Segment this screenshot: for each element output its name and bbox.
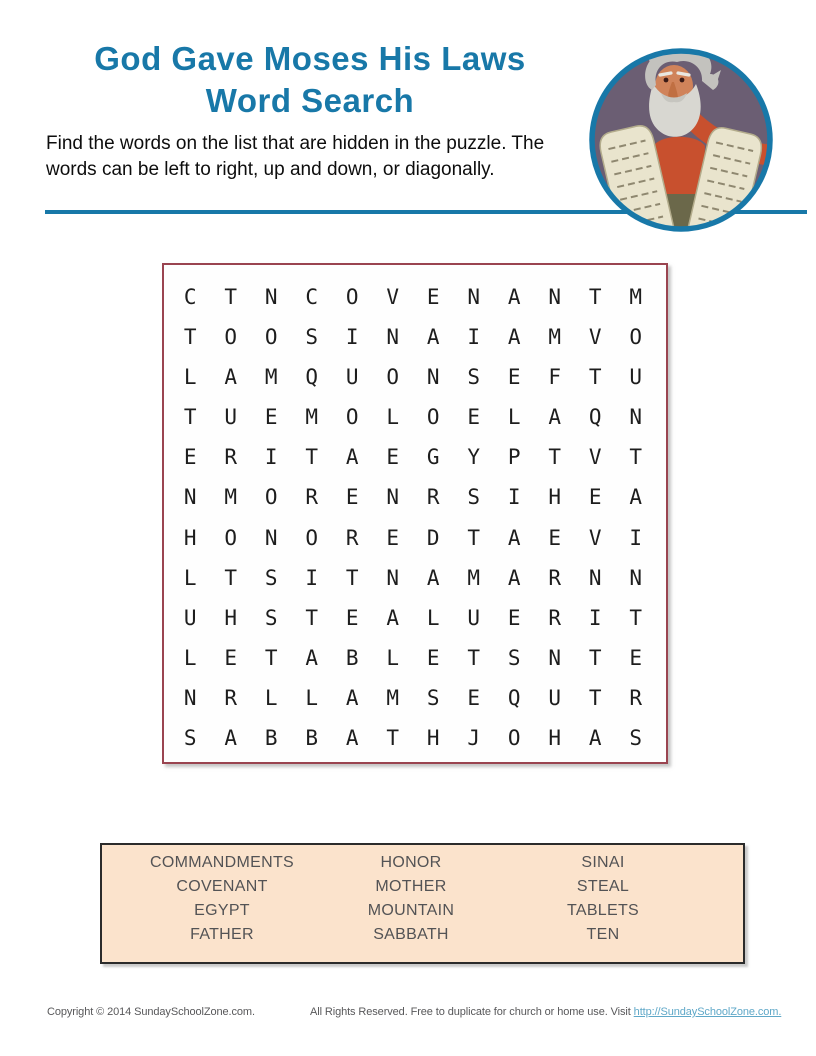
grid-cell: H [224, 605, 238, 630]
footer-rights [310, 1006, 810, 1018]
grid-cell: I [264, 445, 278, 470]
grid-cell: O [507, 725, 521, 750]
grid-cell: E [467, 405, 481, 430]
grid-cell: H [183, 525, 197, 550]
word-list-item: MOUNTAIN [367, 902, 455, 919]
grid-cell: U [224, 405, 238, 430]
grid-cell: O [264, 485, 278, 510]
grid-cell: O [224, 325, 238, 350]
grid-cell: F [548, 365, 562, 390]
grid-cell: N [264, 525, 278, 550]
grid-cell: L [386, 405, 400, 430]
grid-cell: T [264, 645, 278, 670]
grid-cell: A [345, 445, 359, 470]
grid-cell: J [467, 725, 481, 750]
word-list-item: COVENANT [176, 878, 268, 895]
grid-cell: I [305, 565, 319, 590]
grid-cell: O [345, 285, 359, 310]
grid-cell: T [467, 525, 481, 550]
grid-cell: S [264, 605, 278, 630]
grid-cell: H [548, 725, 562, 750]
grid-cell: R [426, 485, 440, 510]
grid-cell: M [629, 285, 643, 310]
grid-cell: G [426, 445, 440, 470]
page-title-line2: Word Search [205, 82, 415, 119]
grid-cell: E [183, 445, 197, 470]
grid-cell: N [386, 565, 400, 590]
grid-cell: A [507, 285, 521, 310]
grid-cell: A [548, 405, 562, 430]
word-list-column [102, 851, 342, 962]
grid-cell: N [629, 565, 643, 590]
grid-cell: I [507, 485, 521, 510]
grid-cell: R [224, 685, 238, 710]
grid-cell: I [467, 325, 481, 350]
grid-cell: T [224, 285, 238, 310]
grid-cell: T [629, 605, 643, 630]
grid-cell: S [183, 725, 197, 750]
grid-cell: L [183, 645, 197, 670]
word-list-item: EGYPT [194, 902, 250, 919]
grid-cell: L [183, 565, 197, 590]
grid-cell: T [588, 285, 602, 310]
word-list-item: COMMANDMENTS [149, 854, 295, 871]
grid-cell: S [467, 485, 481, 510]
grid-cell: E [588, 485, 602, 510]
moses-tablets-image [585, 44, 777, 236]
grid-cell: E [386, 525, 400, 550]
grid-cell: U [183, 605, 197, 630]
grid-cell: S [426, 685, 440, 710]
grid-cell: M [224, 485, 238, 510]
grid-cell: E [507, 365, 521, 390]
grid-cell: R [548, 605, 562, 630]
grid-cell: E [345, 605, 359, 630]
grid-cell: Q [507, 685, 521, 710]
instructions-text [46, 131, 586, 183]
grid-cell: U [467, 605, 481, 630]
grid-cell: S [629, 725, 643, 750]
grid-cell: M [264, 365, 278, 390]
grid-cell: R [345, 525, 359, 550]
grid-cell: V [588, 525, 602, 550]
grid-cell: E [426, 285, 440, 310]
word-list-column [480, 851, 726, 962]
grid-cell: N [386, 325, 400, 350]
grid-cell: T [183, 405, 197, 430]
grid-cell: O [345, 405, 359, 430]
grid-cell: T [345, 565, 359, 590]
grid-cell: T [588, 365, 602, 390]
word-list-item: TEN [586, 926, 620, 943]
grid-cell: L [183, 365, 197, 390]
grid-cell: N [548, 645, 562, 670]
grid-cell: L [264, 685, 278, 710]
moses-illustration [585, 44, 777, 236]
grid-cell: A [588, 725, 602, 750]
grid-cell: U [548, 685, 562, 710]
footer-copyright: Copyright © 2014 SundaySchoolZone.com. [47, 1006, 255, 1018]
page-title-line1: God Gave Moses His Laws [94, 40, 526, 77]
word-list-item: FATHER [190, 926, 254, 943]
word-list-box [100, 843, 745, 964]
word-list-item: SINAI [581, 854, 625, 871]
grid-cell: P [507, 445, 521, 470]
grid-cell: A [345, 725, 359, 750]
grid-cell: T [224, 565, 238, 590]
grid-cell: S [264, 565, 278, 590]
grid-cell: N [426, 365, 440, 390]
grid-cell: M [467, 565, 481, 590]
grid-cell: O [224, 525, 238, 550]
grid-cell: T [548, 445, 562, 470]
word-list-item: MOTHER [375, 878, 447, 895]
grid-cell: T [386, 725, 400, 750]
grid-cell: E [467, 685, 481, 710]
grid-cell: L [386, 645, 400, 670]
grid-cell: O [426, 405, 440, 430]
grid-cell: I [588, 605, 602, 630]
grid-cell: O [629, 325, 643, 350]
grid-cell: E [548, 525, 562, 550]
grid-cell: C [305, 285, 319, 310]
footer-website-link[interactable]: http://SundaySchoolZone.com. [633, 1006, 782, 1018]
word-search-grid [162, 263, 668, 764]
grid-cell: I [345, 325, 359, 350]
grid-cell: I [629, 525, 643, 550]
grid-cell: E [224, 645, 238, 670]
grid-cell: L [507, 405, 521, 430]
grid-cell: Q [588, 405, 602, 430]
grid-cell: N [548, 285, 562, 310]
grid-cell: O [305, 525, 319, 550]
grid-cell: M [386, 685, 400, 710]
grid-cell: E [264, 405, 278, 430]
grid-cell: B [305, 725, 319, 750]
grid-cell: B [264, 725, 278, 750]
grid-cell: A [305, 645, 319, 670]
grid-cell: A [507, 525, 521, 550]
grid-cell: N [386, 485, 400, 510]
grid-cell: T [588, 685, 602, 710]
grid-cell: N [467, 285, 481, 310]
grid-cell: T [629, 445, 643, 470]
grid-cell: Q [305, 365, 319, 390]
page-title [40, 38, 580, 122]
grid-cell: S [467, 365, 481, 390]
grid-cell: O [264, 325, 278, 350]
grid-cell: N [183, 685, 197, 710]
grid-cell: L [426, 605, 440, 630]
grid-cell: T [588, 645, 602, 670]
grid-cell: T [305, 605, 319, 630]
word-list-item: STEAL [576, 878, 630, 895]
grid-cell: R [224, 445, 238, 470]
grid-cell: A [507, 565, 521, 590]
grid-cell: A [224, 725, 238, 750]
grid-cell: N [588, 565, 602, 590]
grid-cell: O [386, 365, 400, 390]
grid-cell: E [507, 605, 521, 630]
grid-cell: D [426, 525, 440, 550]
grid-cell: L [305, 685, 319, 710]
word-list-item: TABLETS [566, 902, 640, 919]
grid-cell: T [305, 445, 319, 470]
grid-cell: U [345, 365, 359, 390]
grid-cell: A [386, 605, 400, 630]
grid-cell: H [426, 725, 440, 750]
grid-cell: N [183, 485, 197, 510]
grid-cell: V [588, 325, 602, 350]
instructions-line1: Find the words on the list that are hidden in the puzzle. The [46, 133, 545, 154]
grid-cell: E [345, 485, 359, 510]
word-list-item: SABBATH [373, 926, 449, 943]
grid-cell: V [386, 285, 400, 310]
word-list-column [342, 851, 480, 962]
grid-cell: R [305, 485, 319, 510]
grid-cell: Y [467, 445, 481, 470]
grid-cell: M [305, 405, 319, 430]
instructions-line2: words can be left to right, up and down, or diagonally. [46, 159, 495, 180]
grid-cell: B [345, 645, 359, 670]
grid-cell: U [629, 365, 643, 390]
grid-cell: A [629, 485, 643, 510]
grid-cell: T [183, 325, 197, 350]
grid-cell: E [426, 645, 440, 670]
word-list-item: HONOR [380, 854, 442, 871]
grid-cell: R [548, 565, 562, 590]
grid-cell: V [588, 445, 602, 470]
grid-cell: N [264, 285, 278, 310]
grid-cell: C [183, 285, 197, 310]
grid-cell: A [426, 325, 440, 350]
grid-cell: M [548, 325, 562, 350]
grid-cell: E [386, 445, 400, 470]
grid-cell: T [467, 645, 481, 670]
grid-cell: R [629, 685, 643, 710]
grid-cell: A [345, 685, 359, 710]
grid-cell: A [426, 565, 440, 590]
grid-cell: S [507, 645, 521, 670]
grid-cell: A [224, 365, 238, 390]
footer [0, 1006, 816, 1022]
grid-cell: A [507, 325, 521, 350]
grid-cell: S [305, 325, 319, 350]
grid-cell: N [629, 405, 643, 430]
grid-cell: E [629, 645, 643, 670]
footer-rights-text: All Rights Reserved. Free to duplicate for church or home use. Visit [310, 1006, 634, 1018]
grid-cell: H [548, 485, 562, 510]
